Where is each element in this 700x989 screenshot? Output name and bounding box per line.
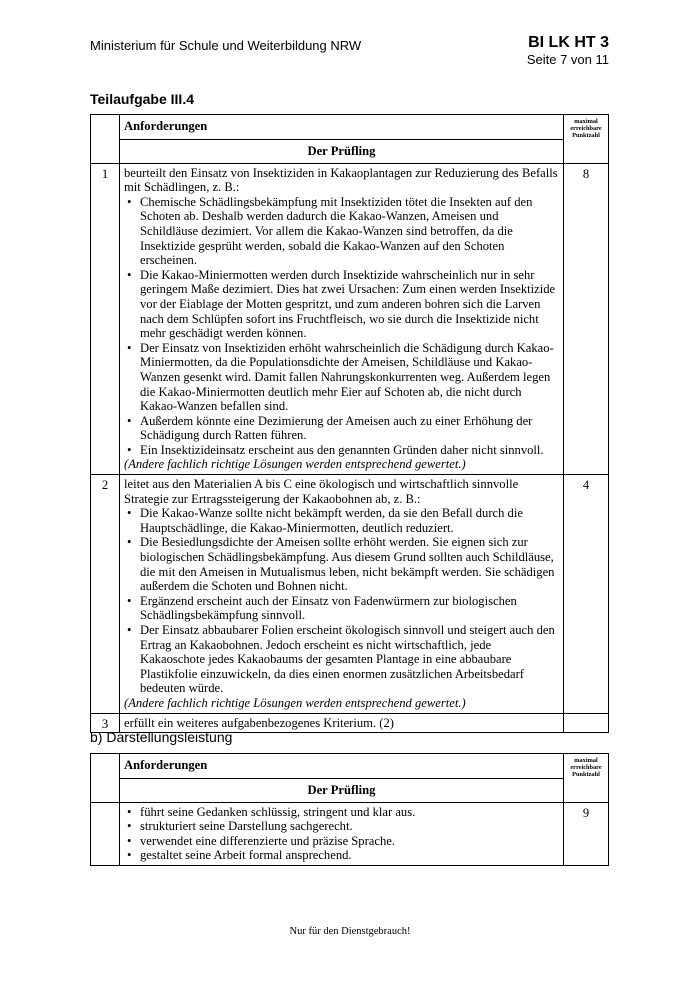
requirement-intro: leitet aus den Materialien A bis C eine ökologisch und wirtschaftlich sinnvolle Strategie zur Ertragssteigerung der Kakaobohnen ab, z. B.: xyxy=(124,477,519,506)
list-item: • Ein Insektizideinsatz erscheint aus den genannten Gründen daher nicht sinnvoll. xyxy=(124,443,559,458)
page-number: Seite 7 von 11 xyxy=(526,52,609,67)
grading-note: (Andere fachlich richtige Lösungen werden entsprechend gewertet.) xyxy=(124,695,466,710)
footer-note: Nur für den Dienstgebrauch! xyxy=(289,926,411,937)
list-item: • Die Kakao-Miniermotten werden durch Insektizide wahrscheinlich nur in sehr geringem Maße dezimiert. Dies hat zwei Ursachen: Zum einen werden Insektizide vor der Eiablage der Motten gespritzt, und zum anderen bohren sich die Larven nach dem Schlüpfen sofort ins Fruchtfleisch, wo sie durch die Insektizide nicht mehr geschädigt werden können. xyxy=(124,268,559,341)
row-number: 1 xyxy=(91,163,120,474)
grading-note: (Andere fachlich richtige Lösungen werden entsprechend gewertet.) xyxy=(124,457,466,472)
list-item: • Der Einsatz abbaubarer Folien erscheint ökologisch sinnvoll und steigert auch den Ertrag an Kakaobohnen. Jedoch erscheint es nicht wirtschaftlich, jede Kakaoschote jedes Kakaobaums der gesamten Plantage in eine abbaubare Plastikfolie einzuwickeln, da dies einen enormen zusätzlichen Arbeitsbedarf bedeuten würde. xyxy=(124,623,559,696)
list-item: • Außerdem könnte eine Dezimierung der Ameisen auch zu einer Erhöhung der Schädigung durch Ratten führen. xyxy=(124,414,559,443)
list-item: • Chemische Schädlingsbekämpfung mit Insektiziden tötet die Insekten auf den Schoten ab. Deshalb werden dadurch die Kakao-Wanzen, Ameisen und Schildläuse dezimiert. Vor allem die Kakao-Wanzen sind betroffen, da die Insektizide gesprüht werden, sobald die Kakao-Wanzen auf den Schoten erscheinen. xyxy=(124,195,559,268)
table-row xyxy=(91,475,609,714)
document-header-right xyxy=(527,34,609,68)
document-code: BI LK HT 3 xyxy=(528,34,609,51)
requirements-table xyxy=(90,114,609,733)
row-number: 3 xyxy=(91,713,120,733)
presentation-table xyxy=(90,753,609,866)
ministry-name: Ministerium für Schule und Weiterbildung NRW xyxy=(90,38,362,53)
max-points: 9 xyxy=(564,802,609,865)
list-item: • Die Kakao-Wanze sollte nicht bekämpft werden, da sie den Befall durch die Hauptschädlinge, die Kakao-Miniermotten, deutlich reduziert. xyxy=(124,506,559,535)
bullet-list xyxy=(124,195,559,458)
requirement-intro: beurteilt den Einsatz von Insektiziden in Kakaoplantagen zur Reduzierung des Befalls mit Schädlingen, z. B.: xyxy=(124,165,558,195)
bullet-list xyxy=(124,506,559,696)
list-item: • Die Besiedlungsdichte der Ameisen sollte erhöht werden. Sie eignen sich zur biologischen Schädlingsbekämpfung. Aus diesem Grund sollten auch Schildläuse, die mit den Ameisen in Mutualismus leben, nicht bekämpft werden. Sie schädigen außerdem die Schoten und Bohnen nicht. xyxy=(124,535,559,593)
list-item: • Ergänzend erscheint auch der Einsatz von Fadenwürmern zur biologischen Schädlingsbekämpfung sinnvoll. xyxy=(124,594,559,623)
empty-header-cell xyxy=(91,115,120,164)
pruefling-header: Der Prüfling xyxy=(120,779,564,803)
requirement-text xyxy=(120,163,564,474)
row-number: 2 xyxy=(91,475,120,714)
max-points: 4 xyxy=(564,475,609,714)
max-points xyxy=(564,713,609,733)
requirement-text xyxy=(120,802,564,865)
requirement-text: erfüllt ein weiteres aufgabenbezogenes Kriterium. (2) xyxy=(120,713,564,733)
table-row xyxy=(91,802,609,865)
requirement-text xyxy=(120,475,564,714)
row-number xyxy=(91,802,120,865)
requirements-header: Anforderungen xyxy=(120,754,564,779)
section-title-darstellung: b) Darstellungsleistung xyxy=(90,729,233,745)
section-title: Teilaufgabe III.4 xyxy=(90,91,194,107)
list-item: • führt seine Gedanken schlüssig, stringent und klar aus. xyxy=(124,805,559,820)
bullet-list xyxy=(124,805,559,863)
list-item: • strukturiert seine Darstellung sachgerecht. xyxy=(124,819,559,834)
max-points: 8 xyxy=(564,163,609,474)
requirements-header: Anforderungen xyxy=(120,115,564,140)
points-header: maximal erreichbare Punktzahl xyxy=(564,754,609,803)
list-item: • gestaltet seine Arbeit formal ansprechend. xyxy=(124,848,559,863)
table-row xyxy=(91,163,609,474)
pruefling-header: Der Prüfling xyxy=(120,140,564,164)
list-item: • verwendet eine differenzierte und präzise Sprache. xyxy=(124,834,559,849)
points-header: maximal erreichbare Punktzahl xyxy=(564,115,609,164)
list-item: • Der Einsatz von Insektiziden erhöht wahrscheinlich die Schädigung durch Kakao-Miniermotten, da die Populationsdichte der Ameisen, Schildläuse und Kakao-Wanzen gesenkt wird. Damit fallen Nahrungskonkurrenten weg. Außerdem legen die Kakao-Miniermotten deutlich mehr Eier auf Schoten ab, die nicht durch Kakao-Wanzen befallen sind. xyxy=(124,341,559,414)
empty-header-cell xyxy=(91,754,120,803)
